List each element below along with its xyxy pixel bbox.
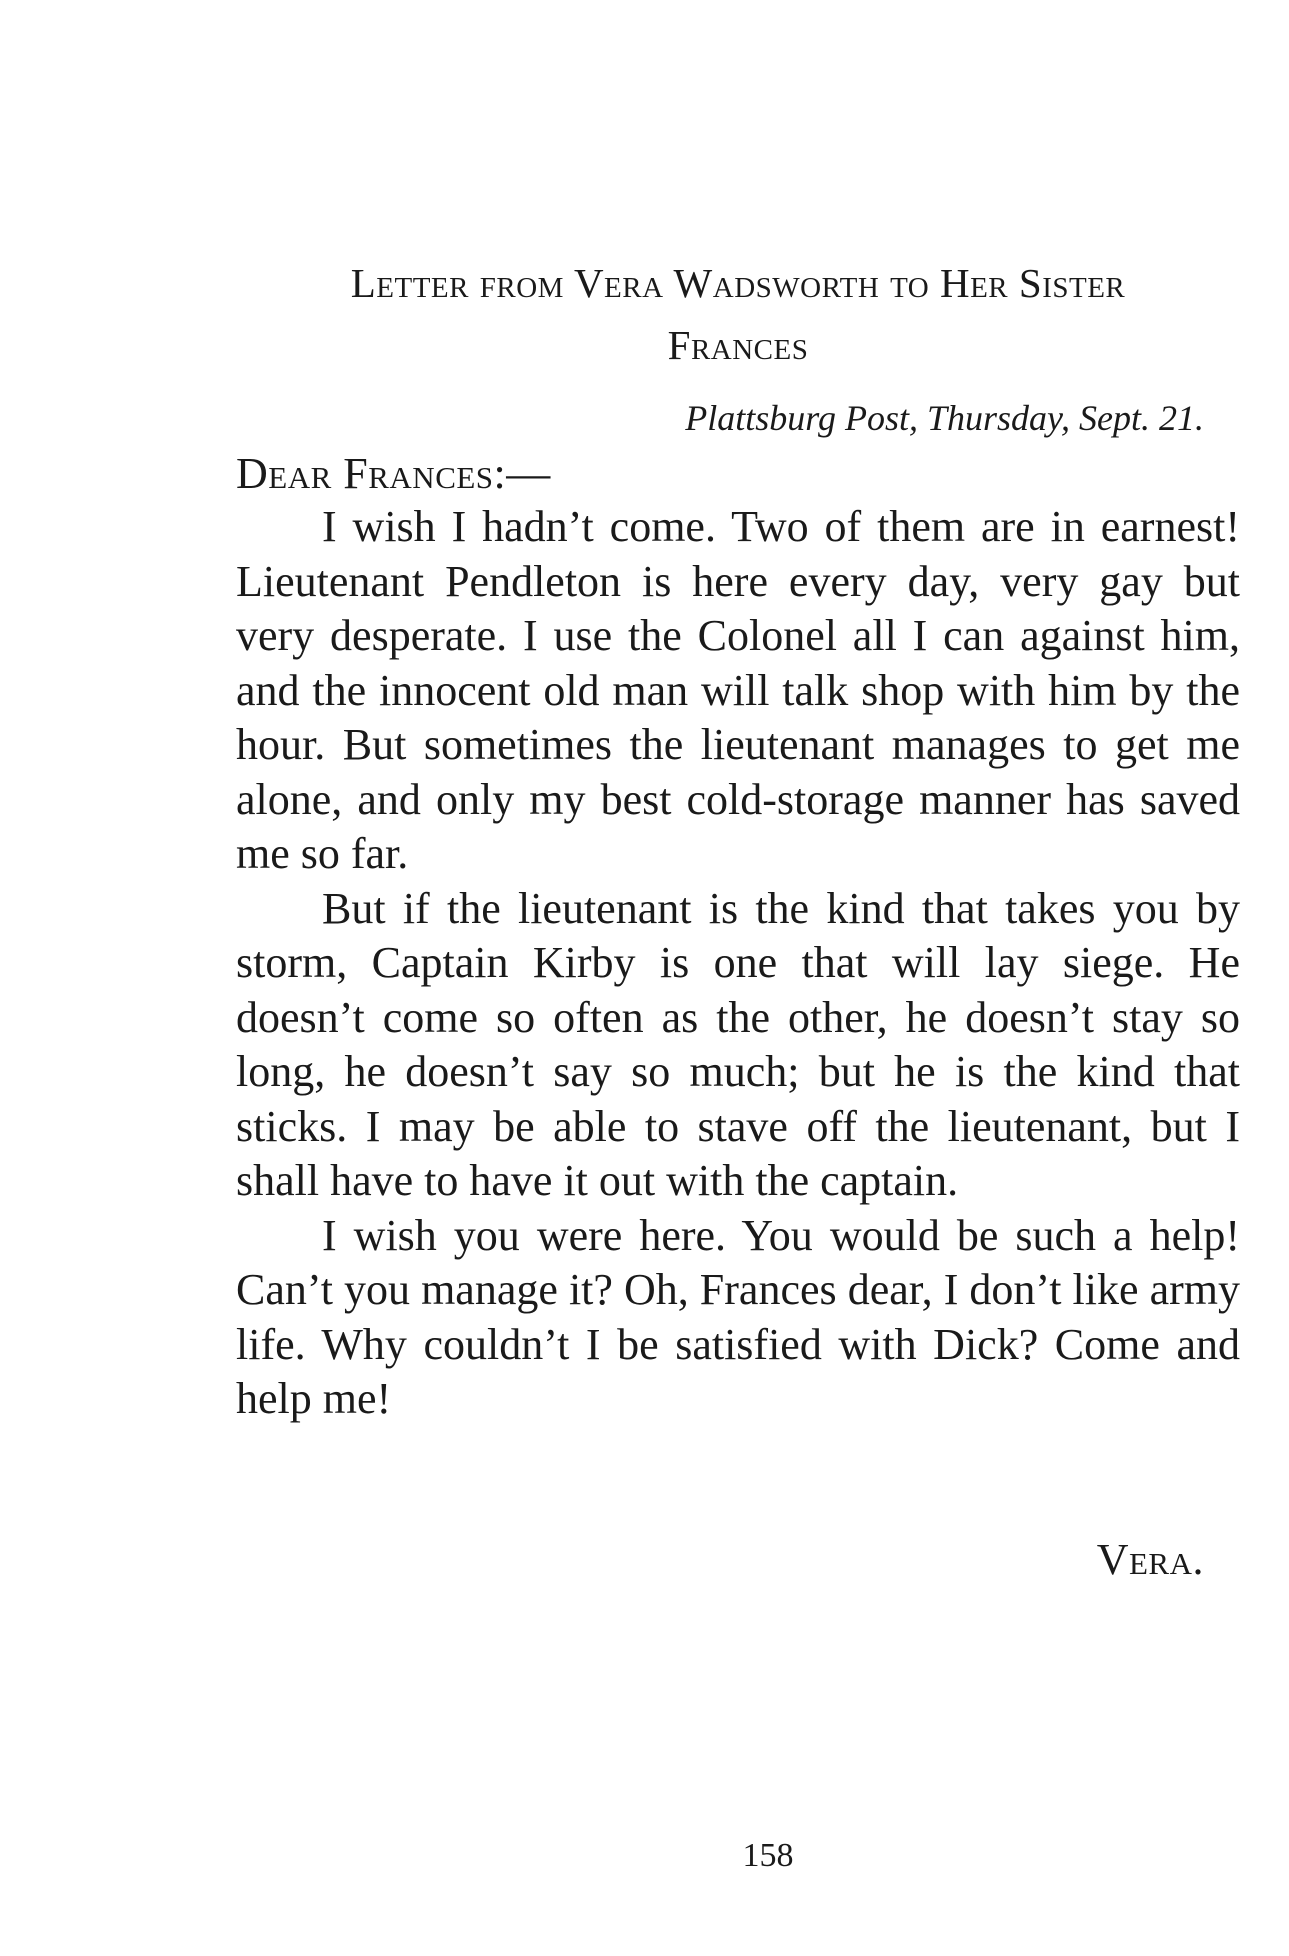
paragraph-2: But if the lieutenant is the kind that takes you by storm, Captain Kirby is one that will lay siege. He doesn’t come so often as the other, he doesn’t stay so long, he doesn’t say so much; but he is the kind that sticks. I may be able to stave off the lieutenant, but I shall have to have it out with the captain. <box>236 883 1240 1205</box>
salutation: Dear Frances:— <box>236 449 551 498</box>
paragraph-1: I wish I hadn’t come. Two of them are in earnest! Lieutenant Pendleton is here every day, very gay but very desperate. I use the Colonel all I can against him, and the innocent old man will talk shop with him by the hour. But sometimes the lieutenant manages to get me alone, and only my best cold-storage manner has saved me so far. <box>236 502 1240 878</box>
signature: Vera. <box>1096 1535 1204 1584</box>
page-number: 158 <box>742 1837 794 1874</box>
heading-line-1: Letter from Vera Wadsworth to Her Sister <box>350 260 1126 306</box>
letter-heading <box>236 252 1240 376</box>
dateline: Plattsburg Post, Thursday, Sept. 21. <box>685 398 1204 438</box>
paragraph-3: I wish you were here. You would be such a help! Can’t you manage it? Oh, Frances dear, I don’t like army life. Why couldn’t I be satisfied with Dick? Come and help me! <box>236 1210 1240 1423</box>
letter-body <box>236 500 1240 1427</box>
heading-line-2: Frances <box>667 322 809 368</box>
